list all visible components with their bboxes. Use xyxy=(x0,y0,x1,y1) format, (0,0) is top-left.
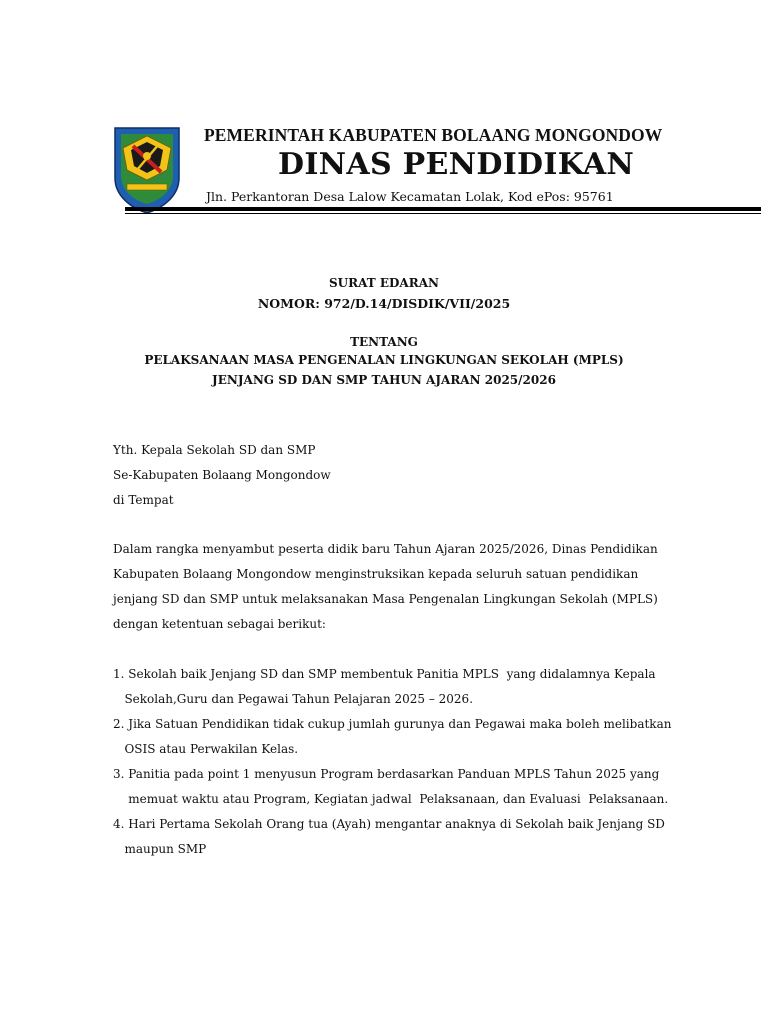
list-item-line: memuat waktu atau Program, Kegiatan jadwal Pelaksanaan, dan Evaluasi Pelaksanaan. xyxy=(113,792,669,806)
intro-line: Dalam rangka menyambut peserta didik baru Tahun Ajaran 2025/2026, Dinas Pendidikan xyxy=(113,542,658,556)
government-heading: PEMERINTAH KABUPATEN BOLAANG MONGONDOW xyxy=(204,125,663,145)
list-item-line: Sekolah,Guru dan Pegawai Tahun Pelajaran 2025 – 2026. xyxy=(113,692,474,706)
addressee-line: Se-Kabupaten Bolaang Mongondow xyxy=(113,468,331,482)
regency-emblem-logo xyxy=(111,126,183,214)
list-item-line: 3. Panitia pada point 1 menyusun Program berdasarkan Panduan MPLS Tahun 2025 yang xyxy=(113,767,660,781)
addressee-line: di Tempat xyxy=(113,493,174,507)
list-item-line: OSIS atau Perwakilan Kelas. xyxy=(113,742,299,756)
document-type: SURAT EDARAN xyxy=(329,276,439,290)
letterhead-divider-thick xyxy=(125,207,761,211)
list-item-line: 4. Hari Pertama Sekolah Orang tua (Ayah) mengantar anaknya di Sekolah baik Jenjang SD xyxy=(113,817,665,831)
intro-line: Kabupaten Bolaang Mongondow menginstruksikan kepada seluruh satuan pendidikan xyxy=(113,567,639,581)
office-heading: DINAS PENDIDIKAN xyxy=(278,147,635,182)
office-address: Jln. Perkantoran Desa Lalow Kecamatan Lolak, Kod ePos: 95761 xyxy=(206,189,614,204)
addressee-line: Yth. Kepala Sekolah SD dan SMP xyxy=(113,443,316,457)
subject-line-1: PELAKSANAAN MASA PENGENALAN LINGKUNGAN SEKOLAH (MPLS) xyxy=(144,353,624,367)
letterhead-divider-thin xyxy=(125,213,761,214)
about-label: TENTANG xyxy=(350,335,418,349)
list-item-line: maupun SMP xyxy=(113,842,207,856)
document-number: NOMOR: 972/D.14/DISDIK/VII/2025 xyxy=(257,296,511,311)
intro-line: dengan ketentuan sebagai berikut: xyxy=(113,617,326,631)
list-item-line: 2. Jika Satuan Pendidikan tidak cukup jumlah gurunya dan Pegawai maka boleh melibatkan xyxy=(113,717,672,731)
subject-line-2: JENJANG SD DAN SMP TAHUN AJARAN 2025/2026 xyxy=(212,373,556,387)
intro-line: jenjang SD dan SMP untuk melaksanakan Masa Pengenalan Lingkungan Sekolah (MPLS) xyxy=(113,592,658,606)
list-item-line: 1. Sekolah baik Jenjang SD dan SMP membentuk Panitia MPLS yang didalamnya Kepala xyxy=(113,667,656,681)
